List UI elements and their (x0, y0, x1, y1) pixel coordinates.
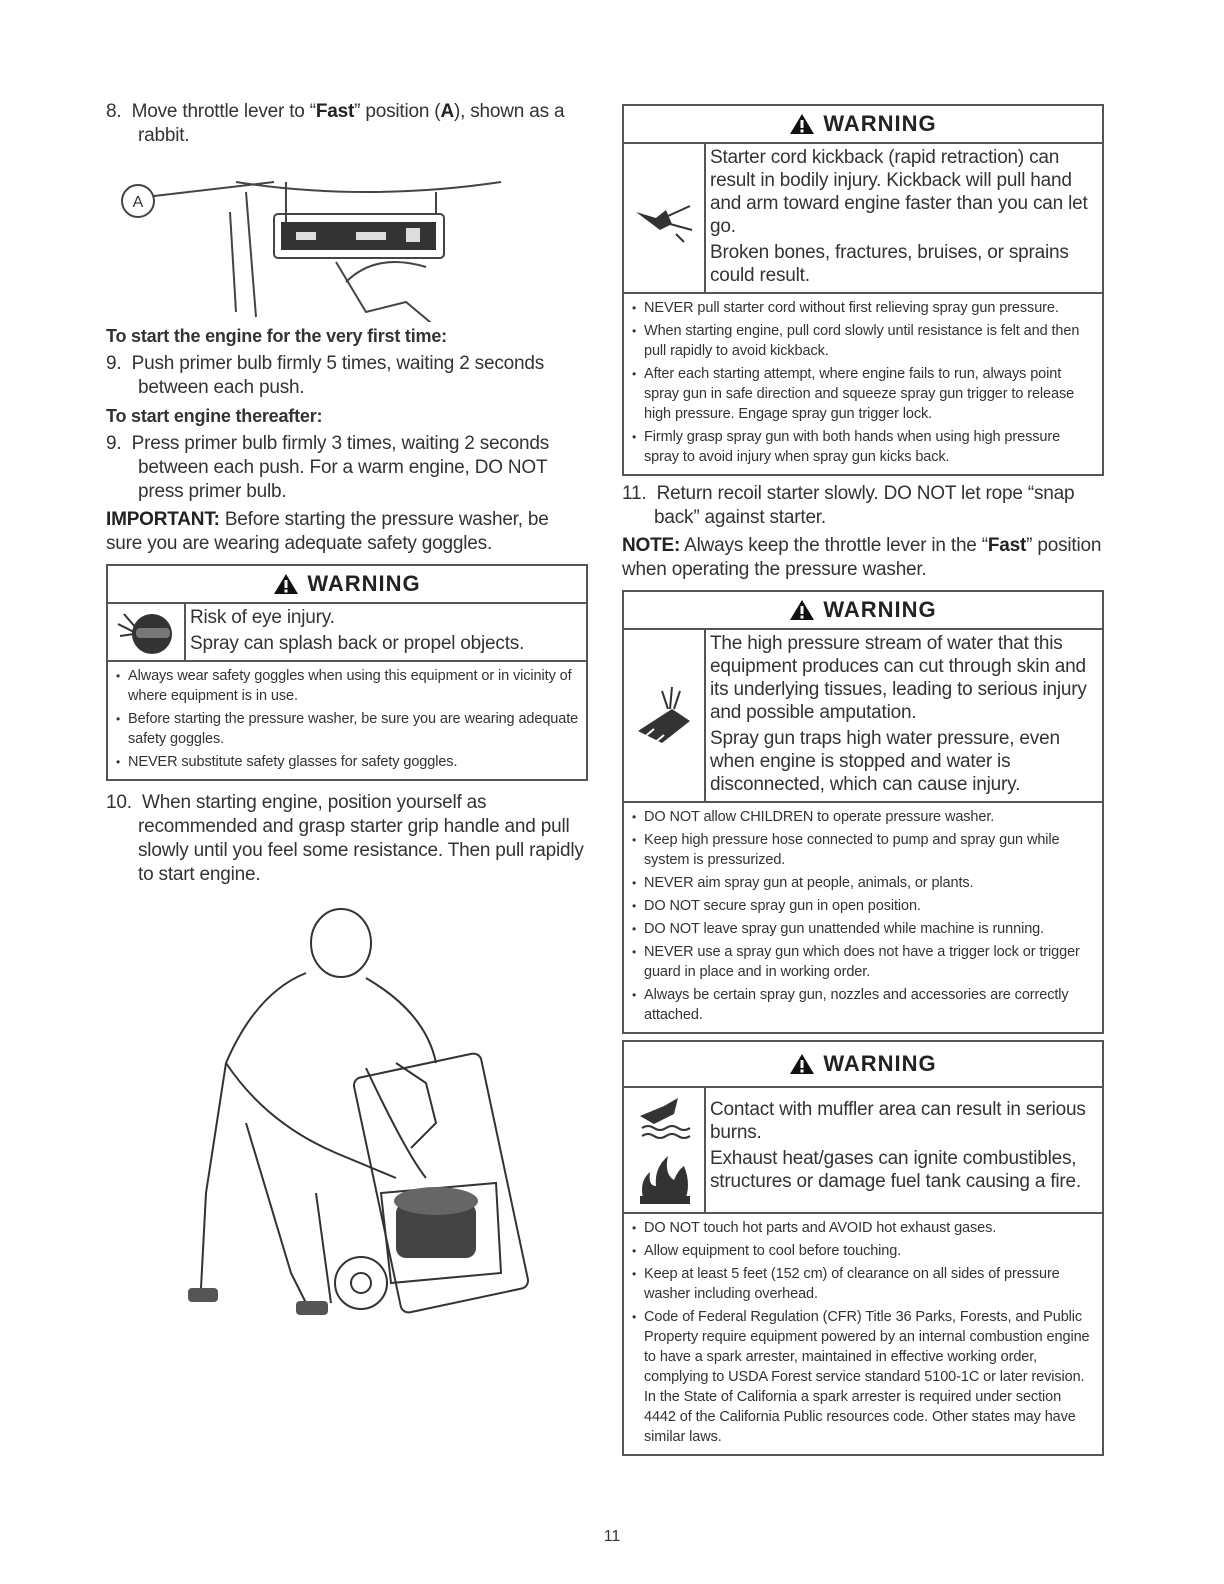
warning-title: WARNING (823, 111, 937, 136)
hand-kickback-icon (632, 190, 696, 246)
step-11: 11. Return recoil starter slowly. DO NOT let rope “snap back” against starter. (622, 483, 1075, 528)
warning-burn-box (622, 1040, 1104, 1456)
warning-triangle-icon (789, 113, 815, 135)
warning-bullet: • After each starting attempt, where engine fails to run, always point spray gun in safe direction and squeeze spray gun trigger to release high pressure. Engage spray gun trigger lock. (632, 364, 1096, 424)
step-9-thereafter: 9. Press primer bulb firmly 3 times, waiting 2 seconds between each push. For a warm engine, DO NOT press primer bulb. (106, 433, 550, 502)
warning-line: Risk of eye injury. (190, 607, 335, 628)
warning-bullet: • NEVER aim spray gun at people, animals, or plants. (632, 873, 1096, 893)
warning-pressure-box (622, 590, 1104, 1034)
warning-bullet: • Always be certain spray gun, nozzles and accessories are correctly attached. (632, 985, 1096, 1025)
warning-line: Contact with muffler area can result in serious burns. (710, 1099, 1086, 1143)
fire-icon (634, 1152, 694, 1204)
warning-line: Spray gun traps high water pressure, even when engine is stopped and water is disconnected, which can cause injury. (710, 728, 1060, 795)
warning-line: Spray can splash back or propel objects. (190, 633, 525, 654)
warning-title: WARNING (823, 597, 937, 622)
warning-triangle-icon (273, 573, 299, 595)
eye-protection-icon (116, 606, 176, 658)
warning-title: WARNING (307, 571, 421, 596)
page-number: 11 (603, 1528, 621, 1545)
operator-pulling-starter-illustration (106, 893, 588, 1343)
warning-eye-box (106, 564, 588, 781)
warning-bullet: • DO NOT touch hot parts and AVOID hot exhaust gases. (632, 1218, 1096, 1238)
heading-first-start: To start the engine for the very first time: (106, 326, 447, 346)
warning-line: Exhaust heat/gases can ignite combustibles, structures or damage fuel tank causing a fire. (710, 1148, 1081, 1192)
warning-line: Broken bones, fractures, bruises, or sprains could result. (710, 242, 1069, 286)
warning-bullet: • Always wear safety goggles when using this equipment or in vicinity of where equipment is in use. (116, 666, 580, 706)
right-column (622, 104, 1106, 1462)
warning-bullet: • Firmly grasp spray gun with both hands when using high pressure spray to avoid injury when spray gun kicks back. (632, 427, 1096, 467)
heading-thereafter: To start engine thereafter: (106, 406, 323, 426)
warning-triangle-icon (789, 1053, 815, 1075)
warning-bullet: • Keep at least 5 feet (152 cm) of clearance on all sides of pressure washer including overhead. (632, 1264, 1096, 1304)
warning-line: Starter cord kickback (rapid retraction) can result in bodily injury. Kickback will pull hand and arm toward engine faster than you can let go. (710, 147, 1088, 237)
left-column (106, 100, 588, 1343)
callout-a-label: A (132, 194, 144, 211)
throttle-lever-illustration (106, 152, 588, 322)
warning-bullet: • Allow equipment to cool before touching. (632, 1241, 1096, 1261)
warning-bullet: • When starting engine, pull cord slowly until resistance is felt and then pull rapidly to avoid kickback. (632, 321, 1096, 361)
warning-bullet: • DO NOT allow CHILDREN to operate pressure washer. (632, 807, 1096, 827)
warning-bullet: • Before starting the pressure washer, be sure you are wearing adequate safety goggles. (116, 709, 580, 749)
high-pressure-spray-icon (632, 681, 696, 751)
warning-bullet: • Keep high pressure hose connected to pump and spray gun while system is pressurized. (632, 830, 1096, 870)
warning-line: The high pressure stream of water that this equipment produces can cut through skin and its underlying tissues, leading to serious injury and possible amputation. (710, 633, 1087, 723)
warning-kickback-box (622, 104, 1104, 476)
warning-bullet: • NEVER use a spray gun which does not have a trigger lock or trigger guard in place and in working order. (632, 942, 1096, 982)
warning-bullet: • DO NOT secure spray gun in open position. (632, 896, 1096, 916)
warning-title: WARNING (823, 1051, 937, 1076)
hot-surface-icon (634, 1096, 694, 1140)
warning-bullet: • NEVER pull starter cord without first relieving spray gun pressure. (632, 298, 1096, 318)
step-10: 10. When starting engine, position yourself as recommended and grasp starter grip handle and pull slowly until you feel some resistance. Then pull rapidly to start engine. (106, 792, 584, 885)
step-9-first: 9. Push primer bulb firmly 5 times, waiting 2 seconds between each push. (106, 353, 545, 398)
warning-bullet: • DO NOT leave spray gun unattended while machine is running. (632, 919, 1096, 939)
warning-bullet: • Code of Federal Regulation (CFR) Title 36 Parks, Forests, and Public Property require equipment powered by an internal combustion engine to have a spark arrester, maintained in effective working order, complying to USDA Forest service standard 5100-1C or later revision. In the State of California a spark arrester is required under section 4442 of the California Public resources code. Other states may have similar laws. (632, 1307, 1096, 1447)
throttle-note: NOTE: Always keep the throttle lever in the “Fast” position when operating the pressure washer. (622, 535, 1102, 580)
step-8: 8. Move throttle lever to “Fast” position (A), shown as a rabbit. (106, 101, 565, 146)
warning-bullet: • NEVER substitute safety glasses for safety goggles. (116, 752, 580, 772)
important-note: IMPORTANT: Before starting the pressure washer, be sure you are wearing adequate safety goggles. (106, 509, 549, 554)
warning-triangle-icon (789, 599, 815, 621)
